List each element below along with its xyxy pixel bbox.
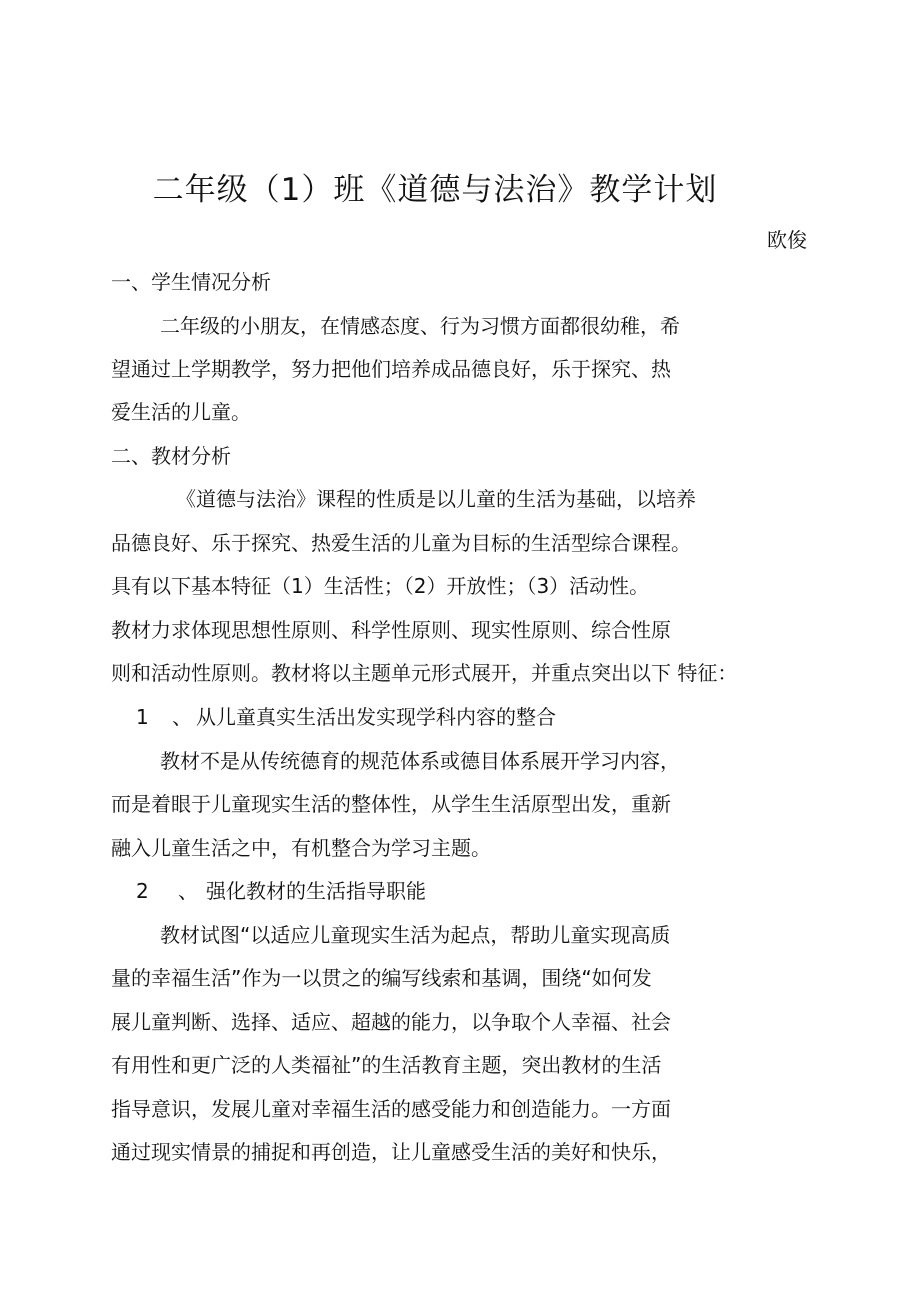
paragraph-line: 望通过上学期教学，努力把他们培养成品德良好，乐于探究、热 [111, 357, 671, 381]
feature-separator: 、 [178, 879, 198, 903]
feature-title: 从儿童真实生活出发实现学科内容的整合 [196, 705, 556, 729]
paragraph-line: 指导意识，发展儿童对幸福生活的感受能力和创造能力。一方面 [111, 1097, 671, 1121]
paragraph-line: 《道德与法治》课程的性质是以儿童的生活为基础，以培养 [176, 487, 696, 511]
paragraph-line: 教材试图“以适应儿童现实生活为起点，帮助儿童实现高质 [160, 923, 671, 947]
paragraph-line: 则和活动性原则。教材将以主题单元形式展开，并重点突出以下 特征： [111, 661, 738, 685]
paragraph-line: 通过现实情景的捕捉和再创造，让儿童感受生活的美好和快乐， [111, 1140, 671, 1164]
paragraph-line: 有用性和更广泛的人类福祉”的生活教育主题，突出教材的生活 [111, 1053, 662, 1077]
feature-number: 2 [136, 879, 149, 903]
feature-separator: 、 [172, 705, 192, 729]
document-title: 二年级（1）班《道德与法治》教学计划 [152, 172, 718, 208]
feature-title: 强化教材的生活指导职能 [206, 879, 426, 903]
paragraph-line: 具有以下基本特征（1）生活性；（2）开放性；（3）活动性。 [111, 574, 650, 598]
paragraph-line: 爱生活的儿童。 [111, 400, 251, 424]
section-heading: 一、学生情况分析 [111, 270, 271, 294]
paragraph-line: 教材不是从传统德育的规范体系或德目体系展开学习内容， [160, 749, 680, 773]
section-heading: 二、教材分析 [111, 444, 231, 468]
paragraph-line: 展儿童判断、选择、适应、超越的能力，以争取个人幸福、社会 [111, 1010, 671, 1034]
paragraph-line: 品德良好、乐于探究、热爱生活的儿童为目标的生活型综合课程。 [111, 531, 691, 555]
paragraph-line: 教材力求体现思想性原则、科学性原则、现实性原则、综合性原 [111, 618, 671, 642]
author-name: 欧俊 [767, 228, 807, 252]
paragraph-line: 融入儿童生活之中，有机整合为学习主题。 [111, 836, 491, 860]
feature-number: 1 [136, 705, 149, 729]
paragraph-line: 量的幸福生活”作为一以贯之的编写线索和基调，围绕“如何发 [111, 966, 652, 990]
paragraph-line: 二年级的小朋友，在情感态度、行为习惯方面都很幼稚，希 [160, 314, 680, 338]
paragraph-line: 而是着眼于儿童现实生活的整体性，从学生生活原型出发，重新 [111, 792, 671, 816]
